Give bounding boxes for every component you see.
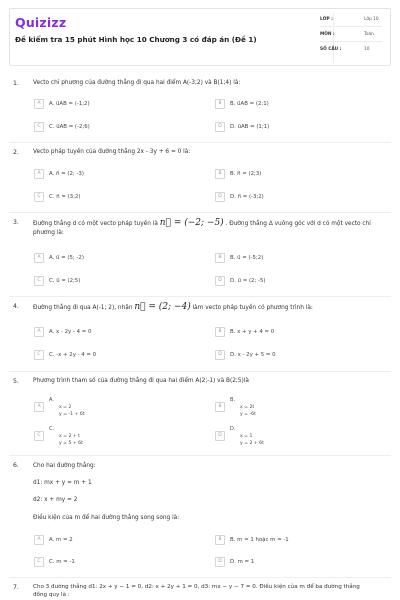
option-d[interactable]	[215, 192, 375, 202]
option-a[interactable]	[34, 327, 194, 337]
system-line-1: x = 1	[240, 434, 253, 439]
question-text-part: . Đường thẳng Δ vuông góc với d có một vecto chỉ	[225, 221, 371, 227]
question-text	[33, 583, 383, 599]
option-b[interactable]	[215, 169, 375, 179]
option-c[interactable]	[34, 122, 194, 132]
option-text	[49, 426, 83, 447]
option-letter-box: A	[34, 253, 44, 263]
option-b[interactable]	[215, 535, 375, 545]
question-text	[33, 303, 383, 313]
option-text: B. m = 1 hoặc m = -1	[230, 537, 289, 543]
question-text-part: đồng quy là :	[33, 592, 70, 598]
question-divider	[9, 577, 391, 578]
question-text: Vecto chỉ phương của đường thẳng đi qua hai điểm A(-3;2) và B(1;4) là:	[33, 80, 241, 86]
question-number: 1.	[13, 80, 19, 87]
question-number: 5.	[13, 378, 19, 385]
option-letter-box: D	[215, 350, 225, 360]
question-text-part: làm vecto pháp tuyến có phương trình là:	[192, 305, 313, 311]
question-text-part: Đường thẳng d có một vecto pháp tuyến là	[33, 221, 158, 227]
system-line-1: x = 2t	[240, 405, 255, 410]
option-letter-box: C	[34, 122, 44, 132]
question-text: Phương trình tham số của đường thẳng đi qua hai điểm A(2;-1) và B(2;5)là	[33, 378, 249, 384]
system-line-1: x = 2 + t	[59, 434, 80, 439]
question-condition: Điều kiện của m để hai đường thẳng song song là:	[33, 515, 180, 521]
question-text: Cho hai đường thẳng:	[33, 463, 96, 469]
option-c[interactable]	[34, 276, 194, 286]
option-letter-box: B	[215, 535, 225, 545]
option-letter-box: A	[34, 327, 44, 337]
question-divider	[9, 371, 391, 372]
option-d[interactable]	[215, 350, 375, 360]
option-letter-box: D	[215, 122, 225, 132]
option-c[interactable]	[34, 192, 194, 202]
option-text	[230, 397, 256, 418]
system-line-2: y = -1 + 6t	[59, 412, 85, 417]
option-b[interactable]	[215, 327, 375, 337]
option-text: D. n⃗ = (-3;2)	[230, 194, 264, 200]
option-letter-box: C	[34, 276, 44, 286]
meta-subject	[320, 31, 380, 39]
option-label: C.	[49, 426, 55, 432]
question-divider	[9, 142, 391, 143]
option-text: C. n⃗ = (3;2)	[49, 194, 81, 200]
system-line-2: y = 5 + 6t	[59, 441, 83, 446]
option-text: C. u⃗ = (2;5)	[49, 278, 81, 284]
option-text: C. m = -1	[49, 559, 75, 565]
option-d[interactable]	[215, 276, 375, 286]
question-divider	[9, 296, 391, 297]
option-text: C. u⃗AB = (-2;6)	[49, 124, 90, 130]
option-c[interactable]	[34, 426, 194, 446]
option-letter-box: D	[215, 276, 225, 286]
question-divider	[9, 455, 391, 456]
option-a[interactable]	[34, 397, 194, 417]
option-letter-box: C	[34, 192, 44, 202]
line-d2: d2: x + my = 2	[33, 497, 78, 503]
system-line-1: x = 2	[59, 405, 72, 410]
system-line-2: y = -6t	[240, 412, 256, 417]
option-text: B. n⃗ = (2;3)	[230, 171, 262, 177]
option-letter-box: B	[215, 99, 225, 109]
option-text: A. n⃗ = (2; -3)	[49, 171, 84, 177]
meta-subject-value: Toán	[364, 32, 374, 37]
option-label: D.	[230, 426, 236, 432]
question-number: 4.	[13, 303, 19, 310]
meta-line	[320, 26, 382, 27]
option-text: B. u⃗ = (-5;2)	[230, 255, 264, 261]
question-text: Vecto pháp tuyến của đường thẳng 2x - 3y + 6 = 0 là:	[33, 149, 191, 155]
question-math: n⃗ = (2; −4)	[134, 302, 191, 312]
option-label: A.	[49, 397, 54, 403]
option-text	[49, 397, 85, 418]
worksheet-title: Đề kiểm tra 15 phút Hình học 10 Chương 3 có đáp án (Đề 1)	[15, 35, 257, 44]
question-text-part: Đường thẳng đi qua A(-1; 2), nhận	[33, 305, 133, 311]
meta-count-label: SỐ CÂU :	[320, 47, 342, 52]
question-divider	[9, 212, 391, 213]
option-letter-box: A	[34, 535, 44, 545]
meta-line	[320, 41, 382, 42]
option-text: D. m = 1	[230, 559, 255, 565]
option-d[interactable]	[215, 557, 375, 567]
option-text	[230, 426, 264, 447]
option-b[interactable]	[215, 99, 375, 109]
meta-class-value: Lớp 10	[364, 17, 379, 22]
option-letter-box: A	[34, 169, 44, 179]
question-number: 7.	[13, 584, 19, 591]
question-number: 6.	[13, 462, 19, 469]
option-text: B. x + y + 4 = 0	[230, 329, 275, 335]
option-d[interactable]	[215, 122, 375, 132]
question-text-part: Cho 3 đường thẳng d1: 2x + y − 1 = 0, d2: x + 2y + 1 = 0, d3: mx − y − 7 = 0. Điều kiện của m để ba đường thẳng	[33, 584, 360, 590]
option-label: B.	[230, 397, 236, 403]
option-b[interactable]	[215, 397, 375, 417]
option-d[interactable]	[215, 426, 375, 446]
option-text: A. m = 2	[49, 537, 73, 543]
option-letter-box: C	[34, 431, 44, 441]
option-c[interactable]	[34, 557, 194, 567]
question-number: 3.	[13, 219, 19, 226]
option-text: D. u⃗ = (2; -5)	[230, 278, 266, 284]
option-text: D. u⃗AB = (1;1)	[230, 124, 270, 130]
option-letter-box: A	[34, 402, 44, 412]
option-letter-box: C	[34, 557, 44, 567]
option-letter-box: B	[215, 253, 225, 263]
option-a[interactable]	[34, 535, 194, 545]
option-text: C. -x + 2y - 4 = 0	[49, 352, 97, 358]
option-letter-box: A	[34, 99, 44, 109]
question-math: n⃗ = (−2; −5)	[159, 218, 224, 228]
option-letter-box: D	[215, 557, 225, 567]
option-a[interactable]	[34, 169, 194, 179]
option-text: A. x - 2y - 4 = 0	[49, 329, 92, 335]
system-line-2: y = 2 + 6t	[240, 441, 264, 446]
option-a[interactable]	[34, 253, 194, 263]
option-text: B. u⃗AB = (2;1)	[230, 101, 269, 107]
option-text: A. u⃗AB = (-1;2)	[49, 101, 90, 107]
meta-subject-label: MÔN :	[320, 32, 335, 37]
meta-class-label: LỚP :	[320, 17, 333, 22]
option-c[interactable]	[34, 350, 194, 360]
option-letter-box: B	[215, 169, 225, 179]
option-text: D. x - 2y + 5 = 0	[230, 352, 276, 358]
option-letter-box: C	[34, 350, 44, 360]
line-d1: d1: mx + y = m + 1	[33, 480, 92, 486]
option-letter-box: D	[215, 192, 225, 202]
option-text: A. u⃗ = (5; -2)	[49, 255, 84, 261]
option-letter-box: B	[215, 327, 225, 337]
question-number: 2.	[13, 149, 19, 156]
meta-count-value: 10	[364, 47, 370, 52]
question-text	[33, 219, 383, 238]
meta-count	[320, 46, 380, 54]
quizizz-logo[interactable]: Quizizz	[15, 15, 67, 30]
option-letter-box: D	[215, 431, 225, 441]
option-letter-box: B	[215, 402, 225, 412]
meta-class	[320, 16, 380, 24]
question-text-part: phương là:	[33, 230, 64, 236]
option-b[interactable]	[215, 253, 375, 263]
option-a[interactable]	[34, 99, 194, 109]
